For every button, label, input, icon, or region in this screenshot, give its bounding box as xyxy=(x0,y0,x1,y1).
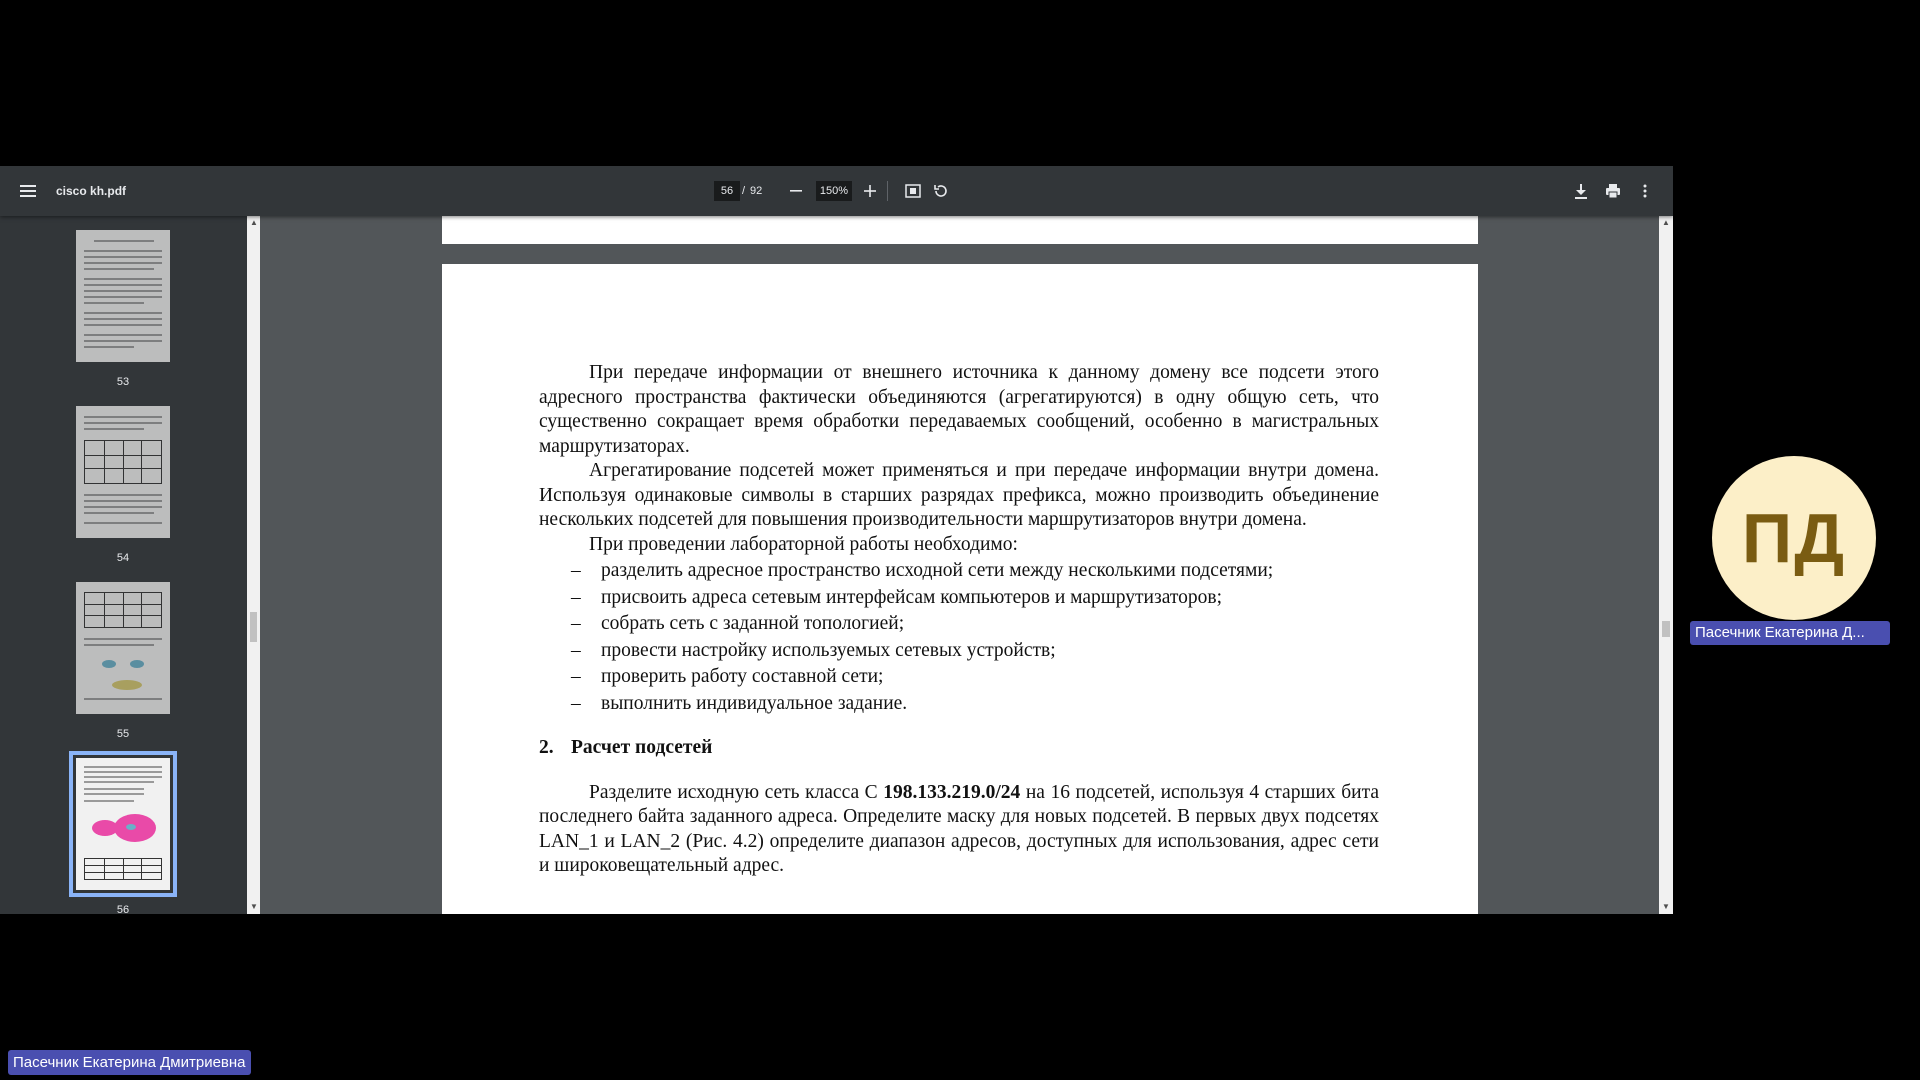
paragraph-4 xyxy=(539,781,1379,879)
pdf-viewer xyxy=(0,166,1673,914)
document-title: cisco kh.pdf xyxy=(56,184,127,198)
thumbnail-label: 54 xyxy=(116,552,130,564)
menu-icon[interactable] xyxy=(16,166,40,216)
list-text: провести настройку используемых сетевых устройств; xyxy=(601,639,1056,661)
previous-page xyxy=(442,216,1478,244)
list-dash: – xyxy=(571,560,581,581)
thumbnail-54[interactable] xyxy=(72,406,174,564)
list-dash: – xyxy=(571,613,581,634)
thumbnail-label: 53 xyxy=(116,376,130,388)
thumbnail-label: 55 xyxy=(116,728,130,740)
document-scroll-thumb[interactable] xyxy=(1662,621,1670,637)
list-dash: – xyxy=(571,692,581,714)
list-dash: – xyxy=(571,666,581,687)
paragraph-4-end: на 16 подсетей, используя 4 старших бита последнего байта заданного адреса. Определите маску для новых подсетей. В первых двух подсетях LAN_1 и LAN_2 (Рис. 4.2) определите диапазон адресов, доступных для использования, адрес сети и широковещательный адрес. xyxy=(539,781,1379,876)
list-item xyxy=(539,638,1379,664)
list-item xyxy=(539,664,1379,690)
list-dash: – xyxy=(571,586,581,608)
thumbnail-55[interactable] xyxy=(72,582,174,740)
list-text: собрать сеть с заданной топологией; xyxy=(601,613,905,634)
list-item xyxy=(539,691,1379,717)
list-item xyxy=(539,558,1379,584)
document-scrollbar[interactable]: ▲ ▼ xyxy=(1659,216,1673,914)
list-item xyxy=(539,585,1379,611)
list-text: выполнить индивидуальное задание. xyxy=(601,692,908,714)
sidebar-scrollbar[interactable]: ▲ ▼ xyxy=(247,216,260,914)
list-text: присвоить адреса сетевым интерфейсам компьютеров и маршрутизаторов; xyxy=(601,586,1222,608)
list-dash: – xyxy=(571,639,581,661)
thumbnail-sidebar xyxy=(0,216,260,914)
list-text: разделить адресное пространство исходной сети между несколькими подсетями; xyxy=(601,560,1274,581)
print-icon[interactable] xyxy=(1602,166,1624,216)
document-page xyxy=(442,264,1478,914)
sidebar-scroll-thumb[interactable] xyxy=(250,612,257,642)
paragraph-1: При передаче информации от внешнего источника к данному домену все подсети этого адресного пространства фактически объединяются (агрегатируются) в одну общую сеть, что существенно сокращает время обработки передаваемых сообщений, особенно в магистральных маршрутизаторах. xyxy=(539,362,1379,457)
page-number-input[interactable]: 56 xyxy=(714,181,740,201)
paragraph-3: При проведении лабораторной работы необходимо: xyxy=(589,533,1018,555)
rotate-icon[interactable] xyxy=(930,166,952,216)
more-vert-icon[interactable] xyxy=(1636,166,1654,216)
zoom-input[interactable]: 150% xyxy=(816,181,852,201)
thumbnail-label: 56 xyxy=(116,904,130,914)
participant-name-badge: Пасечник Екатерина Д... xyxy=(1690,621,1890,645)
page-content xyxy=(539,361,1379,879)
thumbnail-image xyxy=(76,406,170,538)
section-title: Расчет подсетей xyxy=(571,737,713,758)
list-text: проверить работу составной сети; xyxy=(601,666,884,687)
fit-page-icon[interactable] xyxy=(902,166,924,216)
pdf-toolbar xyxy=(0,166,1673,216)
list-item xyxy=(539,611,1379,637)
participant-avatar[interactable]: ПД xyxy=(1712,456,1876,620)
paragraph-2: Агрегатирование подсетей может применяться и при передаче информации внутри домена. Используя одинаковые символы в старших разрядах префикса, можно производить объединение нескольких подсетей для повышения производительности маршрутизаторов внутри домена. xyxy=(539,460,1379,530)
self-name-badge: Пасечник Екатерина Дмитриевна xyxy=(8,1050,251,1075)
zoom-in-button[interactable] xyxy=(860,166,880,216)
page-total: 92 xyxy=(750,185,763,197)
section-number: 2. xyxy=(539,737,554,758)
section-heading xyxy=(539,736,1379,761)
zoom-out-button[interactable] xyxy=(786,166,806,216)
page-separator: / xyxy=(742,185,746,197)
download-icon[interactable] xyxy=(1570,166,1592,216)
thumbnail-image xyxy=(76,230,170,362)
thumbnail-image-active xyxy=(76,758,170,890)
paragraph-4-start: Разделите исходную сеть класса С xyxy=(589,781,884,803)
thumbnail-56[interactable] xyxy=(72,758,174,914)
toolbar-divider xyxy=(887,181,888,201)
network-address: 198.133.219.0/24 xyxy=(883,781,1021,803)
thumbnail-53[interactable] xyxy=(72,230,174,388)
thumbnail-image xyxy=(76,582,170,714)
